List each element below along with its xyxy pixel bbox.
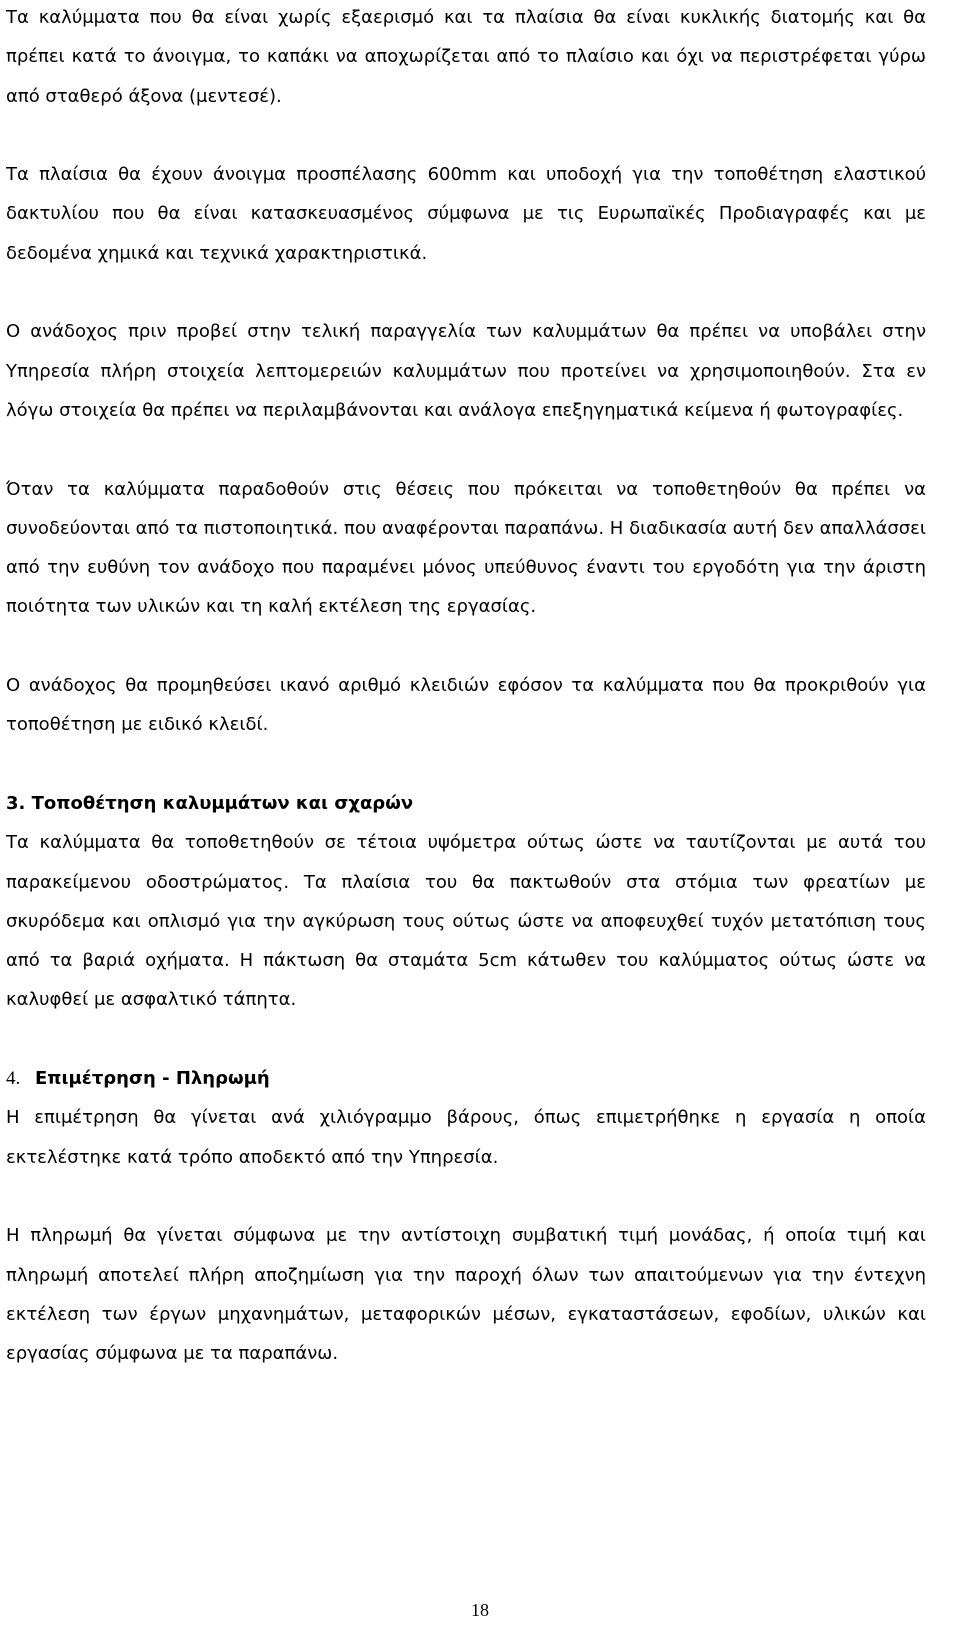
section-4-title: Επιμέτρηση - Πληρωμή bbox=[35, 1068, 270, 1090]
paragraph-frame-opening: Τα πλαίσια θα έχουν άνοιγμα προσπέλασης 600mm και υποδοχή για την τοποθέτηση ελαστικού δακτυλίου που θα είναι κατασκευασμένος σύμφωνα με τις Ευρωπαϊκές Προδιαγραφές και με δεδομένα χημικά και τεχνικά χαρακτηριστικά. bbox=[6, 164, 926, 264]
paragraph-contractor-submission: Ο ανάδοχος πριν προβεί στην τελική παραγγελία των καλυμμάτων θα πρέπει να υποβάλει στην Υπηρεσία πλήρη στοιχεία λεπτομερειών καλυμμάτων που προτείνει να χρησιμοποιηθούν. Στα εν λόγω στοιχεία θα πρέπει να περιλαμβάνονται και ανάλογα επεξηγηματικά κείμενα ή φωτογραφίες. bbox=[6, 321, 926, 421]
section-3 bbox=[6, 784, 926, 1020]
section-4-paragraph-payment: Η πληρωμή θα γίνεται σύμφωνα με την αντίστοιχη συμβατική τιμή μονάδας, ή οποία τιμή και πληρωμή αποτελεί πλήρη αποζημίωση για την παροχή όλων των απαιτούμενων για την έντεχνη εκτέλεση των έργων μηχανημάτων, μεταφορικών μέσων, εγκαταστάσεων, εφοδίων, υλικών και εργασίας σύμφωνα με τα παραπάνω. bbox=[6, 1225, 926, 1365]
paragraph-delivery-certificates: Όταν τα καλύμματα παραδοθούν στις θέσεις που πρόκειται να τοποθετηθούν θα πρέπει να συνοδεύονται από τα πιστοποιητικά. που αναφέρονται παραπάνω. Η διαδικασία αυτή δεν απαλλάσσει από την ευθύνη τον ανάδοχο που παραμένει μόνος υπεύθυνος έναντι του εργοδότη για την άριστη ποιότητα των υλικών και τη καλή εκτέλεση της εργασίας. bbox=[6, 478, 926, 618]
page-number: 18 bbox=[471, 1600, 489, 1620]
section-4-number: 4. bbox=[6, 1068, 21, 1090]
section-3-heading: 3. Τοποθέτηση καλυμμάτων και σχαρών bbox=[6, 792, 414, 814]
section-4 bbox=[6, 1059, 926, 1373]
section-3-paragraph: Τα καλύμματα θα τοποθετηθούν σε τέτοια υψόμετρα ούτως ώστε να ταυτίζονται με αυτά του παρακείμενου οδοστρώματος. Τα πλαίσια του θα πακτωθούν στα στόμια των φρεατίων με σκυρόδεμα και οπλισμό για την αγκύρωση τους ούτως ώστε να αποφευχθεί τυχόν μετατόπιση τους από τα βαριά οχήματα. Η πάκτωση θα σταμάτα 5cm κάτωθεν του καλύμματος ούτως ώστε να καλυφθεί με ασφαλτικό τάπητα. bbox=[6, 832, 926, 1011]
paragraph-keys: Ο ανάδοχος θα προμηθεύσει ικανό αριθμό κλειδιών εφόσον τα καλύμματα που θα προκριθούν για τοποθέτηση με ειδικό κλειδί. bbox=[6, 675, 926, 736]
section-4-paragraph-measurement: Η επιμέτρηση θα γίνεται ανά χιλιόγραμμο βάρους, όπως επιμετρήθηκε η εργασία η οποία εκτελέστηκε κατά τρόπο αποδεκτό από την Υπηρεσία. bbox=[6, 1107, 926, 1168]
paragraph-manhole-covers: Τα καλύμματα που θα είναι χωρίς εξαερισμό και τα πλαίσια θα είναι κυκλικής διατομής και θα πρέπει κατά το άνοιγμα, το καπάκι να αποχωρίζεται από το πλαίσιο και όχι να περιστρέφεται γύρω από σταθερό άξονα (μεντεσέ). bbox=[6, 7, 926, 107]
section-4-heading bbox=[6, 1059, 926, 1098]
